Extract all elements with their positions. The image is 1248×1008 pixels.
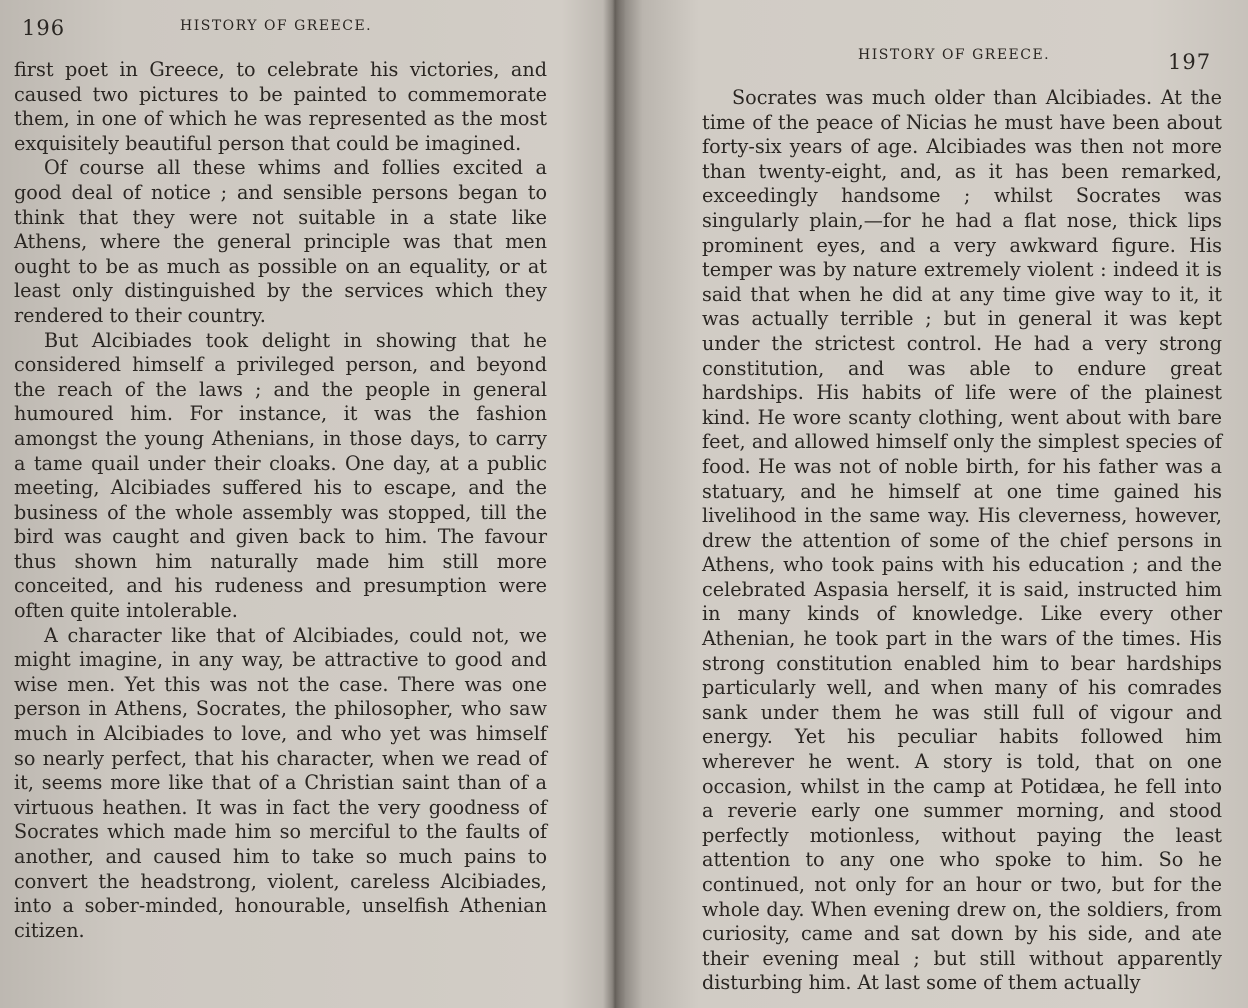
left-page-text	[14, 58, 547, 943]
left-paragraph-4: A character like that of Alcibiades, could not, we might imagine, in any way, be attractive to good and wise men. Yet this was not the case. There was one person in Athens, Socrates, the philosopher, who saw much in Alcibiades to love, and who yet was himself so nearly perfect, that his character, when we read of it, seems more like that of a Christian saint than of a virtuous heathen. It was in fact the very goodness of Socrates which made him so merciful to the faults of another, and caused him to take so much pains to convert the headstrong, violent, careless Alcibiades, into a sober-minded, honourable, unselfish Athenian citizen.	[14, 623, 547, 942]
right-page-text	[702, 86, 1222, 996]
left-running-head: HISTORY OF GREECE.	[180, 18, 373, 34]
left-page-number: 196	[22, 16, 66, 40]
right-page	[622, 0, 1248, 1008]
left-paragraph-2: Of course all these whims and follies excited a good deal of notice ; and sensible persons began to think that they were not suitable in a state like Athens, where the general principle was that men ought to be as much as possible on an equality, or at least only distinguished by the services which they rendered to their country.	[14, 156, 547, 327]
right-running-head: HISTORY OF GREECE.	[858, 47, 1051, 63]
left-paragraph-1: first poet in Greece, to celebrate his victories, and caused two pictures to be painted to commemorate them, in one of which he was represented as the most exquisitely beautiful person that could be imagined.	[14, 58, 547, 155]
left-page	[0, 0, 606, 1008]
left-paragraph-3: But Alcibiades took delight in showing that he considered himself a privileged person, and beyond the reach of the laws ; and the people in general humoured him. For instance, it was the fashion amongst the young Athenians, in those days, to carry a tame quail under their cloaks. One day, at a public meeting, Alcibiades suffered his to escape, and the business of the whole assembly was stopped, till the bird was caught and given back to him. The favour thus shown him naturally made him still more conceited, and his rudeness and presumption were often quite intolerable.	[14, 328, 547, 623]
right-paragraph-1: Socrates was much older than Alcibiades. At the time of the peace of Nicias he must have been about forty-six years of age. Alcibiades was then not more than twenty-eight, and, as it has been remarked, exceedingly handsome ; whilst Socrates was singularly plain,—for he had a flat nose, thick lips prominent eyes, and a very awkward figure. His temper was by nature extremely violent : indeed it is said that when he did at any time give way to it, it was actually terrible ; but in general it was kept under the strictest control. He had a very strong constitution, and was able to endure great hardships. His habits of life were of the plainest kind. He wore scanty clothing, went about with bare feet, and allowed himself only the simplest species of food. He was not of noble birth, for his father was a statuary, and he himself at one time gained his livelihood in the same way. His cleverness, however, drew the attention of some of the chief persons in Athens, who took pains with his education ; and the celebrated Aspasia herself, it is said, instructed him in many kinds of knowledge. Like every other Athenian, he took part in the wars of the times. His strong constitution enabled him to bear hardships particularly well, and when many of his comrades sank under them he was still full of vigour and energy. Yet his peculiar habits followed him wherever he went. A story is told, that on one occasion, whilst in the camp at Potidæa, he fell into a reverie early one summer morning, and stood perfectly motionless, without paying the least attention to any one who spoke to him. So he continued, not only for an hour or two, but for the whole day. When evening drew on, the soldiers, from curiosity, came and sat down by his side, and ate their evening meal ; but still without apparently disturbing him. At last some of them actually	[702, 86, 1222, 995]
right-page-number: 197	[1168, 50, 1212, 74]
